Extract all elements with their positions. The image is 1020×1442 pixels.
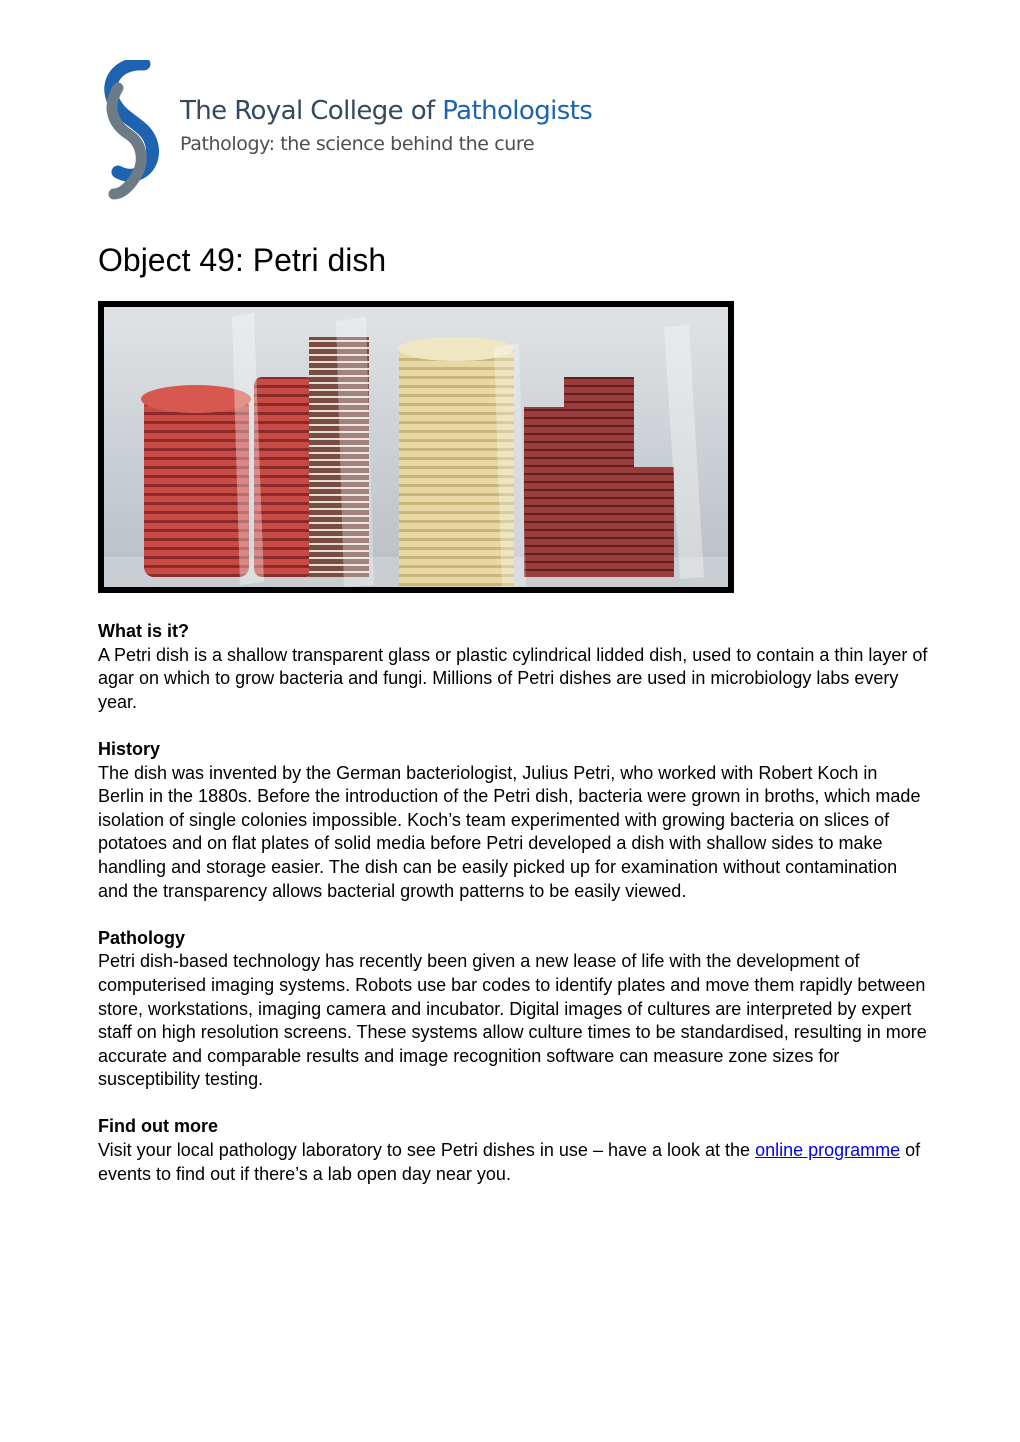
petri-dish-photo <box>98 301 734 593</box>
section-what-is-it <box>98 620 928 714</box>
section-history <box>98 738 928 903</box>
section-heading: What is it? <box>98 621 189 641</box>
section-heading: Find out more <box>98 1116 218 1137</box>
section-pathology <box>98 927 928 1092</box>
article-body <box>98 620 928 1210</box>
section-find-out-more <box>98 1115 928 1186</box>
section-text: Visit your local pathology laboratory to see Petri dishes in use – have a look at the online programme of events to find out if there’s a lab open day near you. <box>98 1140 921 1184</box>
logo-symbol-icon <box>96 60 166 200</box>
college-logo <box>96 60 596 200</box>
section-heading: History <box>98 738 161 759</box>
logo-org-name: The Royal College of Pathologists <box>180 96 593 126</box>
section-text: The dish was invented by the German bacteriologist, Julius Petri, who worked with Robert Koch in Berlin in the 1880s. Before the introduction of the Petri dish, bacteria were grown in broths, which made isolation of single colonies impossible. Koch’s team experimented with growing bacteria on slices of potatoes and on flat plates of solid media before Petri developed a dish with shallow sides to make handling and storage easier. The dish can be easily picked up for examination without contamination and the transparency allows bacterial growth patterns to be easily viewed. <box>98 762 921 901</box>
section-text: Petri dish-based technology has recently been given a new lease of life with the development of computerised imaging systems. Robots use bar codes to identify plates and move them rapidly between store, workstations, imaging camera and incubator. Digital images of cultures are interpreted by expert staff on high resolution screens. These systems allow culture times to be standardised, resulting in more accurate and comparable results and image recognition software can measure zone sizes for susceptibility testing. <box>98 951 927 1090</box>
section-heading: Pathology <box>98 927 186 948</box>
section-text: A Petri dish is a shallow transparent glass or plastic cylindrical lidded dish, used to contain a thin layer of agar on which to grow bacteria and fungi. Millions of Petri dishes are used in microbiology labs every year. <box>98 644 928 712</box>
page-title: Object 49: Petri dish <box>98 242 387 278</box>
online-programme-link[interactable]: online programme <box>755 1140 901 1161</box>
logo-tagline: Pathology: the science behind the cure <box>180 133 535 155</box>
